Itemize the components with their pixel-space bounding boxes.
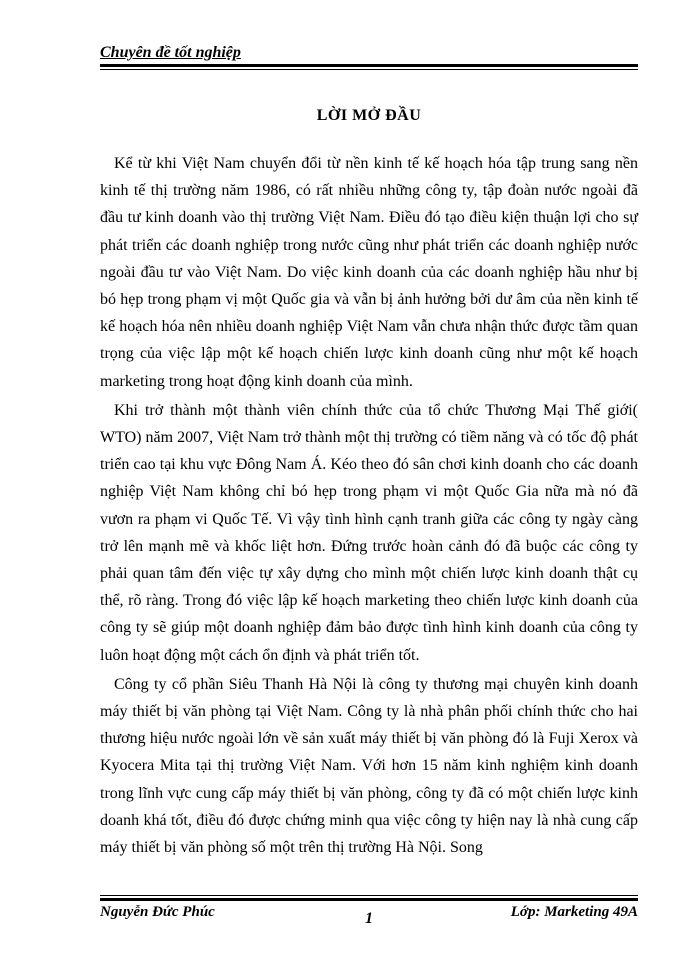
page-number: 1 xyxy=(365,910,373,927)
footer-class-label: Lớp: Marketing 49A xyxy=(510,904,638,920)
document-body xyxy=(100,150,638,863)
paragraph-3: Công ty cổ phần Siêu Thanh Hà Nội là công ty thương mại chuyên kinh doanh máy thiết bị văn phòng tại Việt Nam. Công ty là nhà phân phối chính thức cho hai thương hiệu nước ngoài lớn về sản xuất máy thiết bị văn phòng đó là Fuji Xerox và Kyocera Mita tại thị trường Việt Nam. Với hơn 15 năm kinh nghiệm kinh doanh trong lĩnh vực cung cấp máy thiết bị văn phòng, công ty đã có một chiến lược kinh doanh khá tốt, điều đó được chứng minh qua việc công ty hiện nay là nhà cung cấp máy thiết bị văn phòng số một trên thị trường Hà Nội. Song xyxy=(100,675,638,857)
document-title: LỜI MỞ ĐẦU xyxy=(316,107,422,124)
page-footer xyxy=(100,904,638,926)
header-title: Chuyên đề tốt nghiệp xyxy=(100,44,241,61)
header-rule-thick xyxy=(100,64,638,67)
paragraph-1: Kể từ khi Việt Nam chuyển đổi từ nền kinh tế kế hoạch hóa tập trung sang nền kinh tế thị trường năm 1986, có rất nhiều những công ty, tập đoàn nước ngoài đã đầu tư kinh doanh vào thị trường Việt Nam. Điều đó tạo điều kiện thuận lợi cho sự phát triển các doanh nghiệp trong nước cũng như phát triển các doanh nghiệp nước ngoài đầu tư vào Việt Nam. Do việc kinh doanh của các doanh nghiệp hầu như bị bó hẹp trong phạm vị một Quốc gia và vẫn bị ảnh hưởng bởi dư âm của nền kinh tế kế hoạch hóa nên nhiều doanh nghiệp Việt Nam vẫn chưa nhận thức được tầm quan trọng của việc lập một kế hoạch chiến lược kinh doanh cũng như một kế hoạch marketing trong hoạt động kinh doanh của mình. xyxy=(100,155,638,390)
footer-author: Nguyễn Đức Phúc xyxy=(100,904,215,920)
paragraph-2: Khi trở thành một thành viên chính thức của tổ chức Thương Mại Thế giới( WTO) năm 2007, Việt Nam trở thành một thị trường có tiềm năng và có tốc độ phát triển cao tại khu vực Đông Nam Á. Kéo theo đó sân chơi kinh doanh cho các doanh nghiệp Việt Nam không chỉ bó hẹp trong phạm vi một Quốc Gia nữa mà nó đã vươn ra phạm vi Quốc Tế. Vì vậy tình hình cạnh tranh giữa các công ty ngày càng trở lên mạnh mẽ và khốc liệt hơn. Đứng trước hoàn cảnh đó đã buộc các công ty phải quan tâm đến việc tự xây dựng cho mình một chiến lược kinh doanh thật cụ thể, rõ ràng. Trong đó việc lập kế hoạch marketing theo chiến lược kinh doanh của công ty sẽ giúp một doanh nghiệp đảm bảo được tình hình kinh doanh của công ty luôn hoạt động một cách ổn định và phát triển tốt. xyxy=(100,401,638,664)
page-header xyxy=(100,44,638,62)
footer-rule-thin xyxy=(100,895,638,896)
footer-rule-thick xyxy=(100,898,638,901)
header-rule-thin xyxy=(100,69,638,70)
